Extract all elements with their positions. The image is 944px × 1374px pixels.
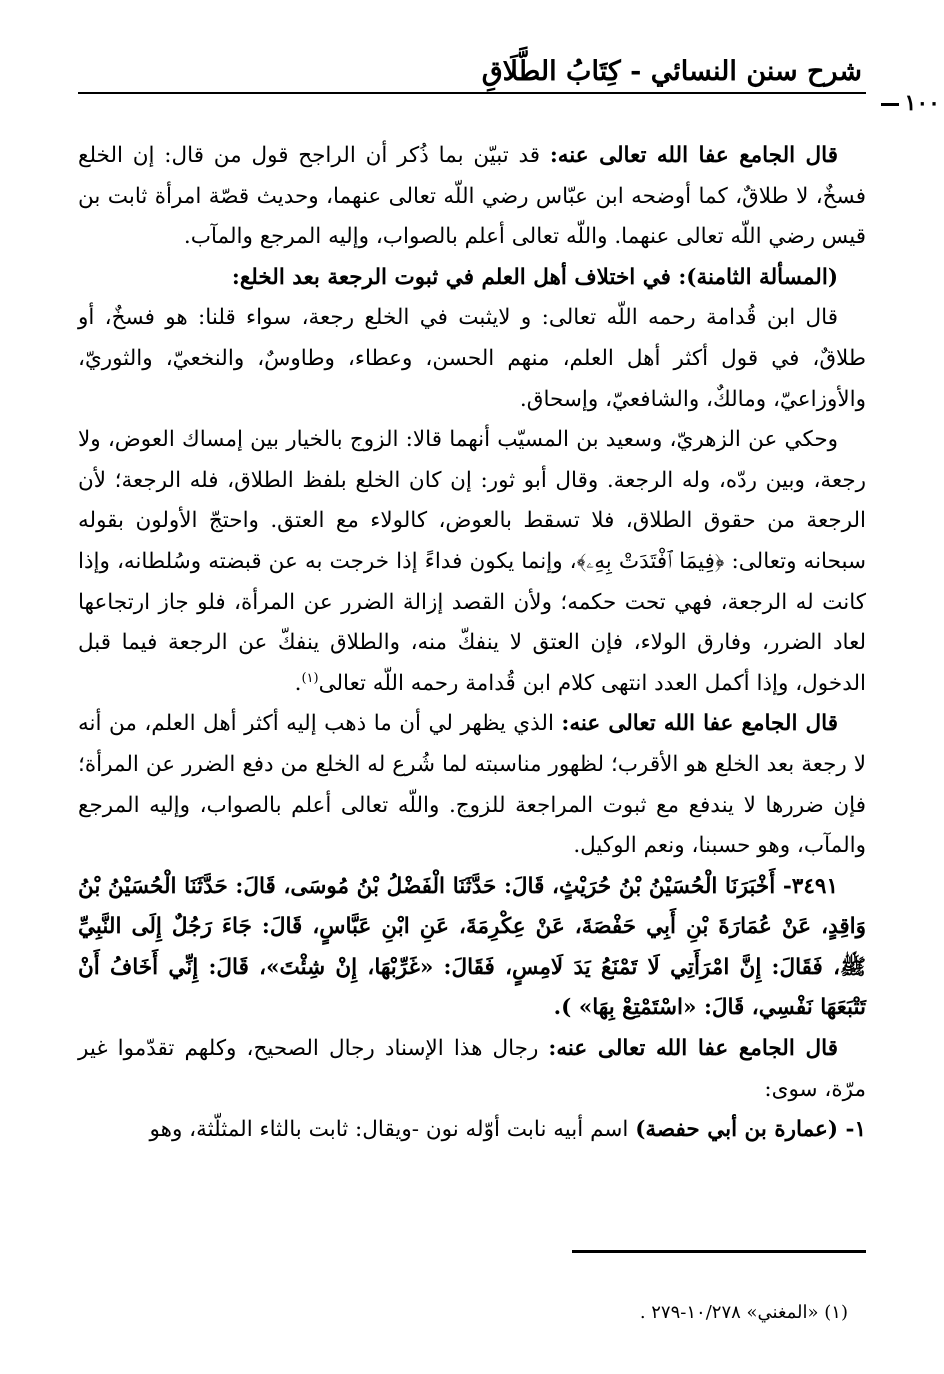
footnote-reference: (١) [301, 670, 319, 686]
paragraph-text: قال ابن قُدامة رحمه اللّه تعالى: و لايثبت في الخلع رجعة، سواء قلنا: هو فسخٌ، أو طلاقٌ، في قول أكثر أهل العلم، منهم الحسن، وعطاء، وطاوسٌ، والنخعيّ، والثوريّ، والأوزاعيّ، ومالكٌ، والشافعيّ، وإسحاق. [78, 305, 866, 412]
section-heading: (المسألة الثامنة): في اختلاف أهل العلم في ثبوت الرجعة بعد الخلع: [231, 264, 838, 290]
page-number: ١٠٠ [881, 90, 940, 116]
paragraph-lead: قال الجامع عفا الله تعالى عنه: [549, 143, 838, 168]
narrator-entry-heading: ١- (عمارة بن أبي حفصة) [635, 1117, 866, 1143]
paragraph-lead: قال الجامع عفا الله تعالى عنه: [548, 1036, 839, 1062]
footnote: (١) «المغني» ١٠/٢٧٨-٢٧٩ . [639, 1302, 848, 1323]
paragraph [78, 136, 866, 258]
paragraph-text: اسم أبيه نابت أوّله نون -ويقال: ثابت بالثاء المثلّثة، وهو [149, 1117, 636, 1143]
paragraph [78, 1029, 866, 1110]
paragraph-text: قد تبيّن بما ذُكر أن الراجح قول من قال: إن الخلع فسخٌ، لا طلاقٌ، كما أوضحه ابن عبّاس رضي اللّه تعالى عنهما، وحديث قصّة امرأة ثابت بن قيس رضي اللّه تعالى عنهما. واللّه تعالى أعلم بالصواب، وإليه المرجع والمآب. [78, 143, 866, 250]
running-title: شرح سنن النسائي - كِتَابُ الطَّلَاقِ [481, 56, 862, 87]
footnote-separator [572, 1250, 866, 1253]
paragraph-lead: قال الجامع عفا الله تعالى عنه: [561, 711, 839, 737]
hadith-text: ٣٤٩١- أَخْبَرَنَا الْحُسَيْنُ بْنُ حُرَيْثٍ، قَالَ: حَدَّثَنَا الْفَضْلُ بْنُ مُوسَى، قَالَ: حَدَّثَنَا الْحُسَيْنُ بْنُ وَاقِدٍ، عَنْ عُمَارَةَ بْنِ أَبِي حَفْصَةَ، عَنْ عِكْرِمَةَ، عَنِ ابْنِ عَبَّاسٍ، قَالَ: جَاءَ رَجُلٌ إِلَى النَّبِيِّ ﷺ، فَقَالَ: إِنَّ امْرَأَتِي لَا تَمْنَعُ يَدَ لَامِسٍ، فَقَالَ: «غَرِّبْهَا، إِنْ شِئْتَ»، قَالَ: إِنِّي أَخَافُ أَنْ تَتْبَعَهَا نَفْسِي، قَالَ: «اسْتَمْتِعْ بِهَا» ). [78, 873, 866, 1021]
paragraph-text: رجال هذا الإسناد رجال الصحيح، وكلهم تقدّموا غير مرّة، سوى: [78, 1036, 866, 1102]
main-text [78, 136, 866, 1151]
paragraph [78, 1110, 866, 1151]
paragraph [78, 298, 866, 420]
page-header [78, 52, 866, 94]
hadith-paragraph [78, 867, 866, 1029]
paragraph: وحكي عن الزهريّ، وسعيد بن المسيّب أنهما قالا: الزوج بالخيار بين إمساك العوض، ولا رجعة، وبين ردّه، وله الرجعة. وقال أبو ثور: إن كان الخلع بلفظ الطلاق، فله الرجعة؛ لأن الرجعة من حقوق الطلاق، فلا تسقط بالعوض، كالولاء مع العتق. واحتجّ الأولون بقوله سبحانه وتعالى: ﴿فِيمَا ٱفْتَدَتْ بِهِۦ﴾، وإنما يكون فداءً إذا خرجت به عن قبضته وسُلطانه، وإذا كانت له الرجعة، فهي تحت حكمه؛ ولأن القصد إزالة الضرر عن المرأة، فلو جاز ارتجاعها لعاد الضرر، وفارق الولاء، فإن العتق لا ينفكّ منه، والطلاق ينفكّ عن الرجعة فيما قبل الدخول، وإذا أكمل العدد انتهى كلام ابن قُدامة رحمه اللّه تعالى$^{(١)}$. [78, 427, 866, 696]
paragraph [78, 704, 866, 866]
paragraph-text: الذي يظهر لي أن ما ذهب إليه أكثر أهل العلم، من أنه لا رجعة بعد الخلع هو الأقرب؛ لظهور مناسبته لما شُرع له الخلع من دفع الضرر عن المرأة؛ فإن ضررها لا يندفع مع ثبوت المراجعة للزوج. واللّه تعالى أعلم بالصواب، وإليه المرجع والمآب، وهو حسبنا، ونعم الوكيل. [78, 711, 866, 859]
paragraph [78, 258, 866, 299]
paragraph-text: وحكي عن الزهريّ، وسعيد بن المسيّب أنهما قالا: الزوج بالخيار بين إمساك العوض، ولا رجعة، وبين ردّه، وله الرجعة. وقال أبو ثور: إن كان الخلع بلفظ الطلاق، فله الرجعة؛ لأن الرجعة من حقوق الطلاق، فلا تسقط بالعوض، كالولاء مع العتق. واحتجّ الأولون بقوله سبحانه وتعالى: ﴿فِيمَا ٱفْتَدَتْ بِهِۦ﴾، وإنما يكون فداءً إذا خرجت به عن قبضته وسُلطانه، وإذا كانت له الرجعة، فهي تحت حكمه؛ ولأن القصد إزالة الضرر عن المرأة، فلو جاز ارتجاعها لعاد الضرر، وفارق الولاء، فإن العتق لا ينفكّ منه، والطلاق ينفكّ عن الرجعة فيما قبل الدخول، وإذا أكمل العدد انتهى كلام ابن قُدامة رحمه اللّه تعالى [78, 427, 866, 696]
